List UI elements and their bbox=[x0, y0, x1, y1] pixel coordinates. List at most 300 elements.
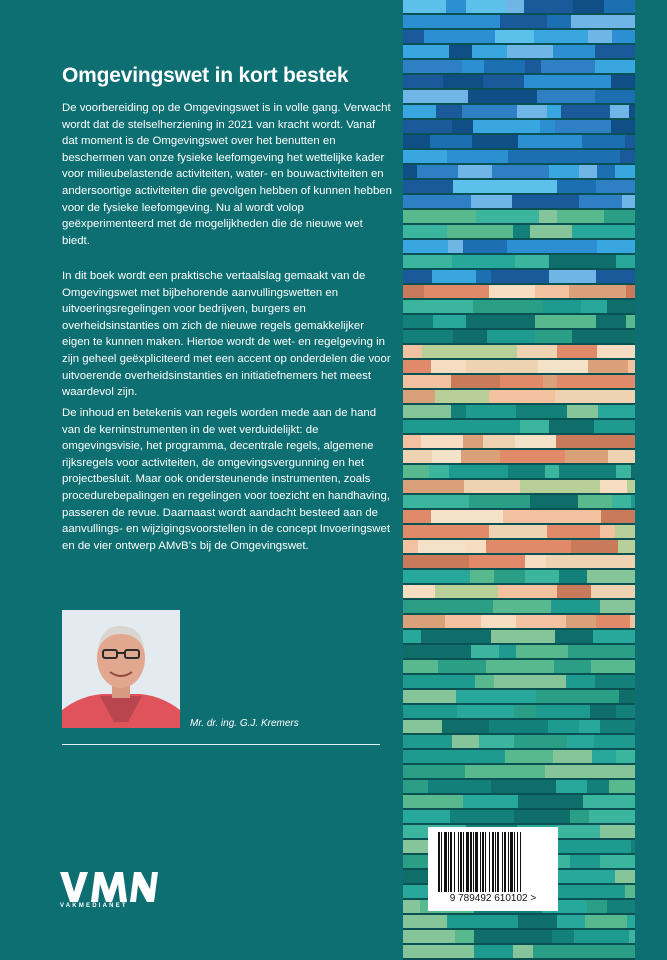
stripe-segment bbox=[403, 765, 465, 778]
stripe-segment bbox=[587, 780, 609, 793]
stripe-segment bbox=[582, 135, 625, 148]
stripe-segment bbox=[600, 825, 635, 838]
stripe-segment bbox=[570, 840, 631, 853]
stripe-segment bbox=[403, 795, 463, 808]
stripe-segment bbox=[403, 150, 420, 163]
stripe-segment bbox=[491, 630, 555, 643]
stripe-segment bbox=[403, 660, 438, 673]
stripe-segment bbox=[514, 735, 567, 748]
stripe-segment bbox=[535, 315, 596, 328]
stripe-segment bbox=[530, 225, 572, 238]
stripe-segment bbox=[596, 270, 616, 283]
stripe-segment bbox=[610, 105, 629, 118]
stripe-segment bbox=[403, 315, 433, 328]
stripe-segment bbox=[597, 165, 615, 178]
stripe-segment bbox=[446, 15, 500, 28]
stripe-segment bbox=[604, 0, 635, 13]
stripe-segment bbox=[625, 885, 635, 898]
stripe-segment bbox=[590, 705, 616, 718]
stripe-segment bbox=[631, 465, 635, 478]
stripe-segment bbox=[601, 510, 635, 523]
stripe-segment bbox=[403, 60, 462, 73]
stripe-segment bbox=[600, 855, 635, 868]
stripe-segment bbox=[493, 600, 551, 613]
stripe-segment bbox=[403, 135, 430, 148]
stripe-segment bbox=[487, 330, 535, 343]
stripe-segment bbox=[443, 435, 463, 448]
stripe-segment bbox=[553, 45, 595, 58]
isbn-digits: 9 789492 610102 > bbox=[449, 893, 537, 904]
description-paragraph-1: De voorbereiding op de Omgevingswet is in volle gang. Verwacht wordt dat de stelselherziening in 2021 van kracht wordt. Vanaf dat moment is de Omgevingswet over het benutten en beschermen van onze fysieke leefomgeving het wettelijke kader voor milieubelastende activiteiten, water- en bouwactiviteiten en andersoortige activiteiten die gevolgen hebben of kunnen hebben voor de fysieke leefomgeving. Nu al wordt volop geëxperimenteerd met de mogelijkheden die de nieuwe wet biedt. bbox=[62, 102, 392, 247]
stripe-segment bbox=[557, 915, 585, 928]
stripe-segment bbox=[403, 45, 449, 58]
stripe-segment bbox=[403, 90, 468, 103]
stripe-segment bbox=[604, 210, 635, 223]
decorative-stripe-panel bbox=[403, 0, 635, 960]
stripe-segment bbox=[466, 360, 538, 373]
stripe-segment bbox=[531, 510, 601, 523]
stripe-segment bbox=[428, 780, 443, 793]
stripe-segment bbox=[500, 450, 565, 463]
stripe-segment bbox=[449, 465, 508, 478]
stripe-segment bbox=[403, 435, 421, 448]
barcode-bar bbox=[517, 832, 518, 892]
stripe-segment bbox=[474, 930, 537, 943]
stripe-segment bbox=[489, 525, 547, 538]
stripe-segment bbox=[403, 210, 476, 223]
stripe-segment bbox=[557, 345, 597, 358]
stripe-segment bbox=[543, 375, 557, 388]
stripe-segment bbox=[599, 945, 635, 958]
stripe-segment bbox=[424, 285, 489, 298]
stripe-segment bbox=[588, 360, 605, 373]
barcode-bar bbox=[475, 832, 478, 892]
stripe-segment bbox=[572, 225, 625, 238]
stripe-segment bbox=[508, 150, 531, 163]
stripe-segment bbox=[595, 60, 635, 73]
stripe-segment bbox=[538, 360, 588, 373]
stripe-segment bbox=[491, 270, 549, 283]
stripe-segment bbox=[616, 465, 631, 478]
stripe-segment bbox=[483, 435, 515, 448]
stripe-segment bbox=[495, 30, 534, 43]
divider-line bbox=[62, 744, 380, 745]
stripe-segment bbox=[446, 0, 466, 13]
stripe-segment bbox=[579, 195, 622, 208]
stripe-segment bbox=[403, 180, 453, 193]
stripe-segment bbox=[567, 735, 594, 748]
stripe-segment bbox=[579, 720, 600, 733]
stripe-segment bbox=[403, 30, 424, 43]
stripe-segment bbox=[594, 735, 635, 748]
stripe-segment bbox=[537, 930, 552, 943]
stripe-segment bbox=[570, 810, 589, 823]
stripe-segment bbox=[612, 495, 631, 508]
stripe-segment bbox=[403, 465, 429, 478]
stripe-segment bbox=[596, 180, 635, 193]
stripe-segment bbox=[476, 210, 539, 223]
stripe-segment bbox=[430, 135, 454, 148]
barcode-bar bbox=[470, 832, 472, 892]
barcode-bar bbox=[482, 832, 484, 892]
stripe-segment bbox=[592, 750, 616, 763]
stripe-segment bbox=[435, 390, 489, 403]
isbn-barcode bbox=[428, 827, 558, 911]
stripe-segment bbox=[454, 135, 472, 148]
stripe-segment bbox=[429, 465, 449, 478]
stripe-segment bbox=[623, 435, 635, 448]
stripe-segment bbox=[466, 750, 505, 763]
barcode-bar bbox=[466, 832, 469, 892]
stripe-segment bbox=[513, 945, 533, 958]
stripe-segment bbox=[627, 915, 635, 928]
publisher-name: VAKMEDIANET bbox=[60, 903, 128, 909]
stripe-segment bbox=[403, 945, 474, 958]
stripe-segment bbox=[458, 345, 517, 358]
stripe-segment bbox=[403, 420, 459, 433]
stripe-segment bbox=[535, 285, 569, 298]
barcode-bar bbox=[504, 832, 506, 892]
stripe-segment bbox=[403, 15, 446, 28]
stripe-segment bbox=[463, 795, 518, 808]
stripe-segment bbox=[588, 30, 612, 43]
stripe-segment bbox=[451, 375, 500, 388]
stripe-segment bbox=[432, 270, 476, 283]
barcode-bar bbox=[458, 832, 459, 892]
stripe-segment bbox=[432, 450, 461, 463]
stripe-segment bbox=[571, 540, 618, 553]
stripe-segment bbox=[418, 540, 465, 553]
stripe-segment bbox=[403, 540, 418, 553]
stripe-segment bbox=[506, 495, 530, 508]
stripe-segment bbox=[579, 165, 597, 178]
stripe-segment bbox=[505, 750, 553, 763]
stripe-segment bbox=[590, 555, 635, 568]
stripe-segment bbox=[520, 480, 539, 493]
stripe-segment bbox=[547, 525, 600, 538]
stripe-segment bbox=[403, 780, 428, 793]
stripe-segment bbox=[547, 105, 561, 118]
stripe-segment bbox=[483, 75, 524, 88]
stripe-segment bbox=[475, 690, 536, 703]
stripe-segment bbox=[557, 690, 619, 703]
stripe-segment bbox=[634, 900, 635, 913]
stripe-segment bbox=[555, 120, 611, 133]
stripe-segment bbox=[403, 105, 436, 118]
stripe-segment bbox=[445, 615, 481, 628]
stripe-segment bbox=[489, 180, 557, 193]
stripe-segment bbox=[572, 330, 630, 343]
stripe-segment bbox=[533, 945, 599, 958]
stripe-segment bbox=[512, 195, 579, 208]
stripe-segment bbox=[461, 450, 500, 463]
stripe-segment bbox=[403, 645, 471, 658]
stripe-segment bbox=[515, 435, 556, 448]
stripe-segment bbox=[551, 600, 600, 613]
stripe-pattern bbox=[403, 0, 635, 960]
stripe-segment bbox=[591, 585, 635, 598]
stripe-segment bbox=[435, 585, 498, 598]
description-paragraph-3: De inhoud en betekenis van regels worden mede aan de hand van de kerninstrumenten in de wet verduidelijkt: de omgevingsvisie, het programma, decentrale regels, algemene rijksregels voor activiteiten, de omgevingsvergunning en het projectbesluit. Maar ook ondersteunende instrumenten, zoals procedurebepalingen en regelingen voor toezicht en handhaving, passeren de revue. Daarnaast wordt aandacht besteed aan de aanvullings- en wijzigingsvoorstellen in de concept Invoeringswet en de vier ontwerp AMvB’s bij de Omgevingswet. bbox=[62, 407, 391, 552]
stripe-segment bbox=[531, 150, 582, 163]
stripe-segment bbox=[516, 615, 544, 628]
stripe-segment bbox=[559, 465, 616, 478]
stripe-segment bbox=[525, 555, 546, 568]
stripe-segment bbox=[619, 690, 635, 703]
stripe-segment bbox=[557, 825, 600, 838]
stripe-segment bbox=[525, 570, 559, 583]
stripe-segment bbox=[403, 285, 424, 298]
stripe-segment bbox=[463, 435, 483, 448]
stripe-segment bbox=[609, 780, 635, 793]
stripe-segment bbox=[605, 360, 628, 373]
stripe-segment bbox=[556, 780, 587, 793]
stripe-segment bbox=[492, 165, 549, 178]
stripe-segment bbox=[403, 450, 432, 463]
stripe-segment bbox=[554, 660, 591, 673]
stripe-segment bbox=[448, 240, 463, 253]
stripe-segment bbox=[556, 435, 623, 448]
stripe-segment bbox=[607, 900, 634, 913]
barcode-bar bbox=[460, 832, 462, 892]
stripe-segment bbox=[600, 720, 635, 733]
stripe-segment bbox=[403, 345, 422, 358]
stripe-segment bbox=[403, 495, 469, 508]
stripe-segment bbox=[514, 705, 536, 718]
stripe-segment bbox=[465, 765, 526, 778]
stripe-segment bbox=[517, 105, 547, 118]
stripe-segment bbox=[434, 600, 493, 613]
stripe-segment bbox=[507, 240, 544, 253]
stripe-segment bbox=[566, 675, 595, 688]
stripe-segment bbox=[616, 255, 635, 268]
barcode-bar bbox=[489, 832, 490, 892]
stripe-segment bbox=[403, 525, 467, 538]
stripe-segment bbox=[546, 555, 590, 568]
stripe-segment bbox=[628, 360, 635, 373]
stripe-segment bbox=[403, 510, 431, 523]
stripe-segment bbox=[471, 195, 512, 208]
stripe-segment bbox=[536, 690, 557, 703]
stripe-segment bbox=[549, 420, 594, 433]
barcode-bar bbox=[508, 832, 509, 892]
stripe-segment bbox=[629, 930, 635, 943]
stripe-segment bbox=[600, 480, 627, 493]
stripe-segment bbox=[443, 75, 483, 88]
stripe-segment bbox=[403, 255, 452, 268]
stripe-segment bbox=[403, 405, 451, 418]
stripe-segment bbox=[466, 0, 506, 13]
stripe-segment bbox=[467, 525, 489, 538]
barcode-bar bbox=[448, 832, 449, 892]
stripe-segment bbox=[537, 90, 595, 103]
stripe-segment bbox=[582, 150, 620, 163]
stripe-segment bbox=[464, 480, 520, 493]
stripe-segment bbox=[500, 15, 547, 28]
stripe-segment bbox=[474, 945, 513, 958]
stripe-segment bbox=[486, 540, 528, 553]
stripe-segment bbox=[421, 435, 443, 448]
stripe-segment bbox=[469, 555, 525, 568]
stripe-segment bbox=[403, 600, 434, 613]
stripe-segment bbox=[616, 270, 635, 283]
stripe-segment bbox=[473, 630, 491, 643]
barcode-bar bbox=[514, 832, 515, 892]
stripe-segment bbox=[557, 375, 598, 388]
stripe-segment bbox=[403, 375, 451, 388]
stripe-segment bbox=[508, 465, 545, 478]
stripe-segment bbox=[403, 120, 452, 133]
stripe-segment bbox=[549, 270, 596, 283]
stripe-segment bbox=[451, 405, 466, 418]
stripe-segment bbox=[455, 930, 474, 943]
stripe-segment bbox=[520, 420, 549, 433]
stripe-segment bbox=[494, 675, 566, 688]
stripe-segment bbox=[615, 870, 635, 883]
stripe-segment bbox=[600, 525, 615, 538]
stripe-segment bbox=[442, 720, 489, 733]
stripe-segment bbox=[403, 735, 452, 748]
stripe-segment bbox=[615, 165, 635, 178]
stripe-segment bbox=[594, 420, 635, 433]
stripe-segment bbox=[475, 675, 494, 688]
stripe-segment bbox=[549, 165, 579, 178]
stripe-segment bbox=[627, 765, 635, 778]
stripe-segment bbox=[500, 375, 543, 388]
stripe-segment bbox=[494, 570, 525, 583]
stripe-segment bbox=[516, 405, 567, 418]
stripe-segment bbox=[486, 660, 554, 673]
stripe-segment bbox=[585, 915, 627, 928]
stripe-segment bbox=[403, 690, 456, 703]
stripe-segment bbox=[578, 495, 612, 508]
stripe-segment bbox=[468, 90, 537, 103]
stripe-segment bbox=[403, 480, 464, 493]
stripe-segment bbox=[507, 45, 525, 58]
stripe-segment bbox=[499, 645, 516, 658]
stripe-segment bbox=[458, 165, 492, 178]
stripe-segment bbox=[403, 240, 448, 253]
stripe-segment bbox=[545, 765, 575, 778]
stripe-segment bbox=[403, 270, 432, 283]
barcode-bar bbox=[473, 832, 474, 892]
stripe-segment bbox=[587, 900, 607, 913]
stripe-segment bbox=[530, 495, 578, 508]
stripe-segment bbox=[403, 870, 431, 883]
stripe-segment bbox=[403, 225, 447, 238]
stripe-segment bbox=[593, 630, 635, 643]
stripe-segment bbox=[525, 45, 553, 58]
stripe-segment bbox=[597, 345, 635, 358]
stripe-segment bbox=[447, 225, 513, 238]
stripe-segment bbox=[403, 330, 453, 343]
barcode-bar bbox=[510, 832, 513, 892]
stripe-segment bbox=[403, 750, 466, 763]
book-title: Omgevingswet in kort bestek bbox=[62, 64, 349, 87]
stripe-segment bbox=[598, 405, 635, 418]
stripe-segment bbox=[534, 30, 588, 43]
barcode-bar bbox=[444, 832, 447, 892]
stripe-segment bbox=[498, 585, 557, 598]
stripe-segment bbox=[571, 15, 635, 28]
stripe-segment bbox=[557, 885, 625, 898]
stripe-segment bbox=[569, 390, 635, 403]
stripe-segment bbox=[524, 75, 553, 88]
stripe-segment bbox=[526, 765, 545, 778]
stripe-segment bbox=[540, 120, 555, 133]
barcode-bar bbox=[485, 832, 486, 892]
barcode-bar bbox=[492, 832, 494, 892]
stripe-segment bbox=[436, 105, 462, 118]
stripe-segment bbox=[557, 585, 591, 598]
stripe-segment bbox=[596, 615, 630, 628]
stripe-segment bbox=[627, 480, 635, 493]
stripe-segment bbox=[518, 915, 557, 928]
stripe-segment bbox=[518, 135, 582, 148]
stripe-segment bbox=[403, 810, 450, 823]
stripe-segment bbox=[403, 720, 442, 733]
barcode-bar bbox=[520, 832, 521, 892]
stripe-segment bbox=[506, 0, 524, 13]
stripe-segment bbox=[544, 615, 566, 628]
stripe-segment bbox=[591, 660, 635, 673]
stripe-segment bbox=[570, 855, 600, 868]
barcode-bar bbox=[495, 832, 496, 892]
stripe-segment bbox=[449, 45, 472, 58]
stripe-segment bbox=[518, 795, 583, 808]
stripe-segment bbox=[555, 630, 593, 643]
stripe-segment bbox=[593, 645, 635, 658]
barcode-bars bbox=[436, 832, 550, 892]
stripe-segment bbox=[581, 300, 607, 313]
stripe-segment bbox=[452, 120, 473, 133]
stripe-segment bbox=[463, 240, 507, 253]
stripe-segment bbox=[595, 45, 635, 58]
stripe-segment bbox=[547, 15, 571, 28]
stripe-segment bbox=[516, 645, 568, 658]
stripe-segment bbox=[524, 0, 573, 13]
stripe-segment bbox=[489, 285, 535, 298]
stripe-segment bbox=[452, 735, 479, 748]
stripe-segment bbox=[433, 315, 466, 328]
author-photo bbox=[62, 610, 180, 728]
stripe-segment bbox=[403, 900, 420, 913]
stripe-segment bbox=[573, 0, 604, 13]
stripe-segment bbox=[543, 300, 581, 313]
stripe-segment bbox=[403, 915, 447, 928]
stripe-segment bbox=[421, 630, 440, 643]
stripe-segment bbox=[616, 705, 635, 718]
stripe-segment bbox=[611, 75, 635, 88]
stripe-segment bbox=[453, 330, 487, 343]
stripe-segment bbox=[503, 510, 531, 523]
stripe-segment bbox=[491, 780, 556, 793]
stripe-segment bbox=[596, 315, 626, 328]
stripe-segment bbox=[553, 75, 611, 88]
stripe-segment bbox=[403, 675, 475, 688]
stripe-segment bbox=[626, 315, 635, 328]
stripe-segment bbox=[567, 405, 598, 418]
stripe-segment bbox=[403, 0, 446, 13]
stripe-segment bbox=[457, 705, 514, 718]
stripe-segment bbox=[622, 195, 635, 208]
stripe-segment bbox=[514, 810, 570, 823]
barcode-bar bbox=[497, 832, 499, 892]
stripe-segment bbox=[466, 405, 516, 418]
stripe-segment bbox=[462, 105, 517, 118]
stripe-segment bbox=[450, 810, 514, 823]
stripe-segment bbox=[453, 180, 489, 193]
